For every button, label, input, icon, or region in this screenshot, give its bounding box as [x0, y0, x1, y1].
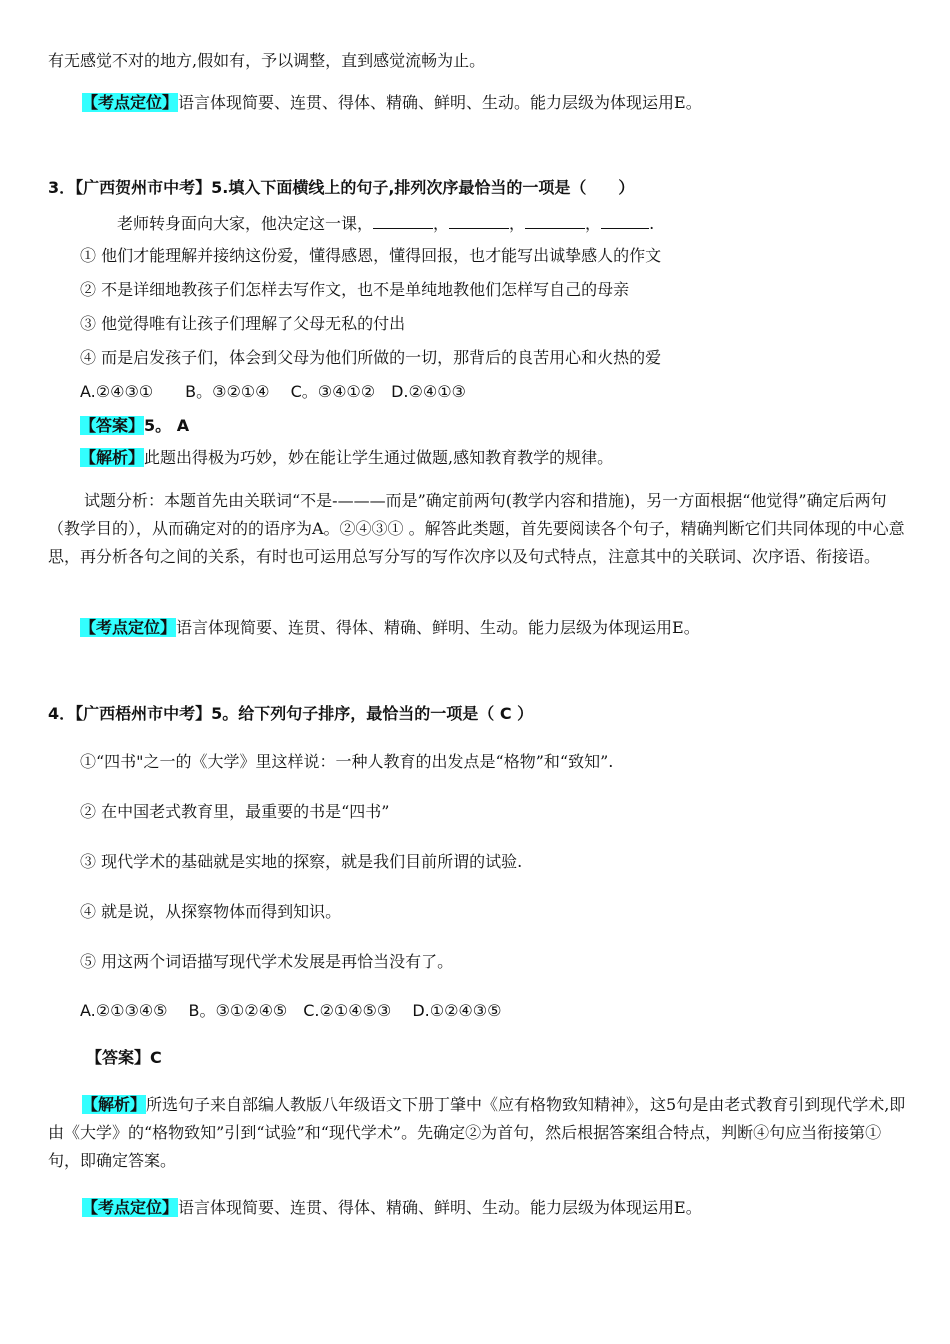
answer-tag: 【答案】 [86, 1048, 151, 1067]
q3-blank-1 [373, 212, 433, 229]
analysis-tag: 【解析】 [80, 448, 145, 467]
q4-options: A.②①③④⑤ B。③①②④⑤ C.②①④⑤③ D.①②④③⑤ [80, 1001, 502, 1020]
q4-item-2: ② 在中国老式教育里，最重要的书是“四书” [80, 802, 390, 821]
kaodian-tag: 【考点定位】 [82, 1198, 179, 1217]
answer-text: C [150, 1048, 162, 1067]
q3-kaodian [80, 617, 700, 639]
q3-title: 3．【广西贺州市中考】5.填入下面横线上的句子,排列次序最恰当的一项是（ ） [48, 178, 635, 197]
q3-item-3: ③ 他觉得唯有让孩子们理解了父母无私的付出 [80, 314, 406, 333]
kaodian-text: 语言体现简要、连贯、得体、精确、鲜明、生动。能力层级为体现运用E。 [176, 618, 700, 637]
q3-item-4: ④ 而是启发孩子们，体会到父母为他们所做的一切，那背后的良苦用心和火热的爱 [80, 348, 662, 367]
q4-item-1: ①“四书"之一的《大学》里这样说：一种人教育的出发点是“格物”和“致知”. [80, 752, 614, 771]
kaodian-text: 语言体现简要、连贯、得体、精确、鲜明、生动。能力层级为体现运用E。 [178, 93, 702, 112]
q4-title: 4．【广西梧州市中考】5。给下列句子排序，最恰当的一项是（ C ） [48, 704, 534, 723]
q3-blank-4 [601, 212, 649, 229]
analysis-tag: 【解析】 [82, 1095, 147, 1114]
q4-kaodian [82, 1197, 702, 1219]
q3-item-2: ② 不是详细地教孩子们怎样去写作文，也不是单纯地教他们怎样写自己的母亲 [80, 280, 630, 299]
intro-kaodian [82, 92, 702, 114]
kaodian-tag: 【考点定位】 [80, 618, 177, 637]
kaodian-text: 语言体现简要、连贯、得体、精确、鲜明、生动。能力层级为体现运用E。 [178, 1198, 702, 1217]
q3-detail: 试题分析：本题首先由关联词“不是-———而是”确定前两句(教学内容和措施)，另一方面根据“他觉得”确定后两句（教学目的），从而确定对的的语序为A。②④③① 。解答此类题，首先要阅读各个句子，精确判断它们共同体现的中心意思，再分析各句之间的关系，有时也可运用总写分写的写作次序以及句式特点，注意其中的关联词、次序语、衔接语。 [48, 491, 905, 566]
q3-sep-2: ， [509, 214, 526, 233]
q3-stem-prefix: 老师转身面向大家，他决定这一课， [117, 214, 374, 233]
intro-text: 有无感觉不对的地方,假如有，予以调整，直到感觉流畅为止。 [48, 51, 486, 70]
q3-sep-1: ， [433, 214, 450, 233]
kaodian-tag: 【考点定位】 [82, 93, 179, 112]
q3-blank-3 [525, 212, 585, 229]
q4-answer [86, 1047, 162, 1069]
analysis-text: 所选句子来自部编人教版八年级语文下册丁肇中《应有格物致知精神》，这5句是由老式教育引到现代学术,即由《大学》的“格物致知”引到“试验”和“现代学术”。先确定②为首句，然后根据答案组合特点，判断④句应当衔接第①句，即确定答案。 [48, 1095, 906, 1170]
q3-analysis [80, 447, 613, 469]
q3-blank-2 [449, 212, 509, 229]
answer-tag: 【答案】 [80, 416, 145, 435]
q4-analysis [48, 1091, 908, 1175]
q3-stem-end: . [649, 214, 655, 233]
analysis-text: 此题出得极为巧妙，妙在能让学生通过做题,感知教育教学的规律。 [144, 448, 614, 467]
q4-item-5: ⑤ 用这两个词语描写现代学术发展是再恰当没有了。 [80, 952, 454, 971]
q3-sep-3: ， [585, 214, 602, 233]
q3-options: A.②④③① B。③②①④ C。③④①② D.②④①③ [80, 382, 466, 401]
q3-answer [80, 415, 189, 437]
q4-item-4: ④ 就是说，从探察物体而得到知识。 [80, 902, 342, 921]
q3-item-1: ① 他们才能理解并接纳这份爱，懂得感恩，懂得回报，也才能写出诚挚感人的作文 [80, 246, 662, 265]
answer-text: 5。 A [144, 416, 190, 435]
q4-item-3: ③ 现代学术的基础就是实地的探察，就是我们目前所谓的试验. [80, 852, 523, 871]
q3-stem [117, 212, 654, 235]
